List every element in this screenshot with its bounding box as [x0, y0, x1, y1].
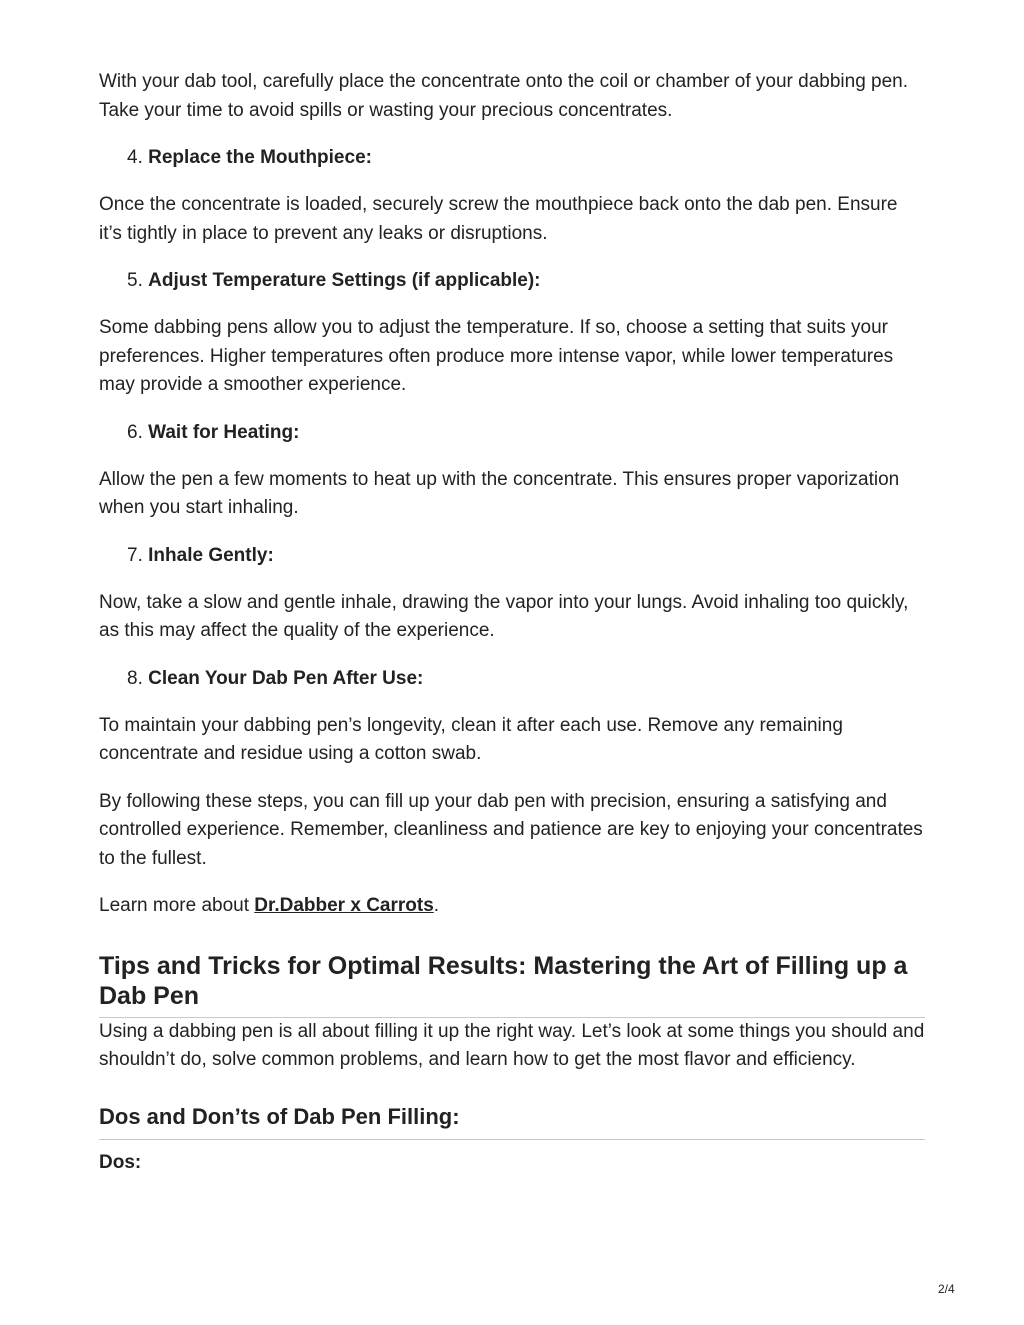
- dos-label: Dos:: [99, 1151, 142, 1173]
- step-number: 6.: [127, 421, 143, 443]
- step-title: Adjust Temperature Settings (if applicable):: [148, 270, 541, 291]
- step-number: 8.: [127, 667, 143, 689]
- step-8-paragraph: To maintain your dabbing pen’s longevity, clean it after each use. Remove any remaining concentrate and residue using a cotton swab.: [99, 714, 843, 764]
- step-number: 4.: [127, 147, 143, 168]
- learn-more-paragraph: [99, 892, 925, 921]
- step-title: Inhale Gently:: [148, 544, 274, 566]
- summary-paragraph: By following these steps, you can fill up your dab pen with precision, ensuring a satisfying and controlled experience. Remember, cleanliness and patience are key to enjoying your concentrates to the fullest.: [99, 790, 923, 869]
- step-7-heading: [127, 542, 925, 570]
- intro-paragraph: With your dab tool, carefully place the concentrate onto the coil or chamber of your dabbing pen. Take your time to avoid spills or wasting your precious concentrates.: [99, 71, 909, 121]
- step-7-paragraph: Now, take a slow and gentle inhale, drawing the vapor into your lungs. Avoid inhaling too quickly, as this may affect the quality of the experience.: [99, 591, 909, 641]
- page-number: 2/4: [938, 1282, 955, 1296]
- step-title: Wait for Heating:: [148, 421, 300, 443]
- learn-more-prefix: Learn more about: [99, 895, 255, 916]
- step-5-heading: [127, 267, 925, 295]
- step-4-heading: [127, 144, 925, 172]
- dos-donts-heading: Dos and Don’ts of Dab Pen Filling:: [99, 1103, 925, 1140]
- document-body: [99, 68, 925, 1174]
- step-title: Replace the Mouthpiece:: [148, 147, 372, 168]
- step-8-heading: [127, 665, 925, 693]
- step-5-paragraph: Some dabbing pens allow you to adjust the temperature. If so, choose a setting that suits your preferences. Higher temperatures often produce more intense vapor, while lower temperatures may provide a smoother experience.: [99, 317, 894, 395]
- step-6-heading: [127, 419, 925, 447]
- learn-more-suffix: .: [433, 895, 440, 916]
- step-number: 7.: [127, 544, 143, 566]
- step-title: Clean Your Dab Pen After Use:: [148, 667, 424, 689]
- dr-dabber-carrots-link[interactable]: Dr.Dabber x Carrots: [254, 895, 434, 916]
- tips-paragraph: Using a dabbing pen is all about filling it up the right way. Let’s look at some things you should and shouldn’t do, solve common problems, and learn how to get the most flavor and efficiency.: [99, 1020, 925, 1070]
- step-4-paragraph: Once the concentrate is loaded, securely screw the mouthpiece back onto the dab pen. Ensure it’s tightly in place to prevent any leaks or disruptions.: [99, 194, 898, 244]
- step-number: 5.: [127, 270, 143, 291]
- step-6-paragraph: Allow the pen a few moments to heat up with the concentrate. This ensures proper vaporization when you start inhaling.: [99, 468, 900, 518]
- tips-heading: Tips and Tricks for Optimal Results: Mastering the Art of Filling up a Dab Pen: [99, 951, 925, 1018]
